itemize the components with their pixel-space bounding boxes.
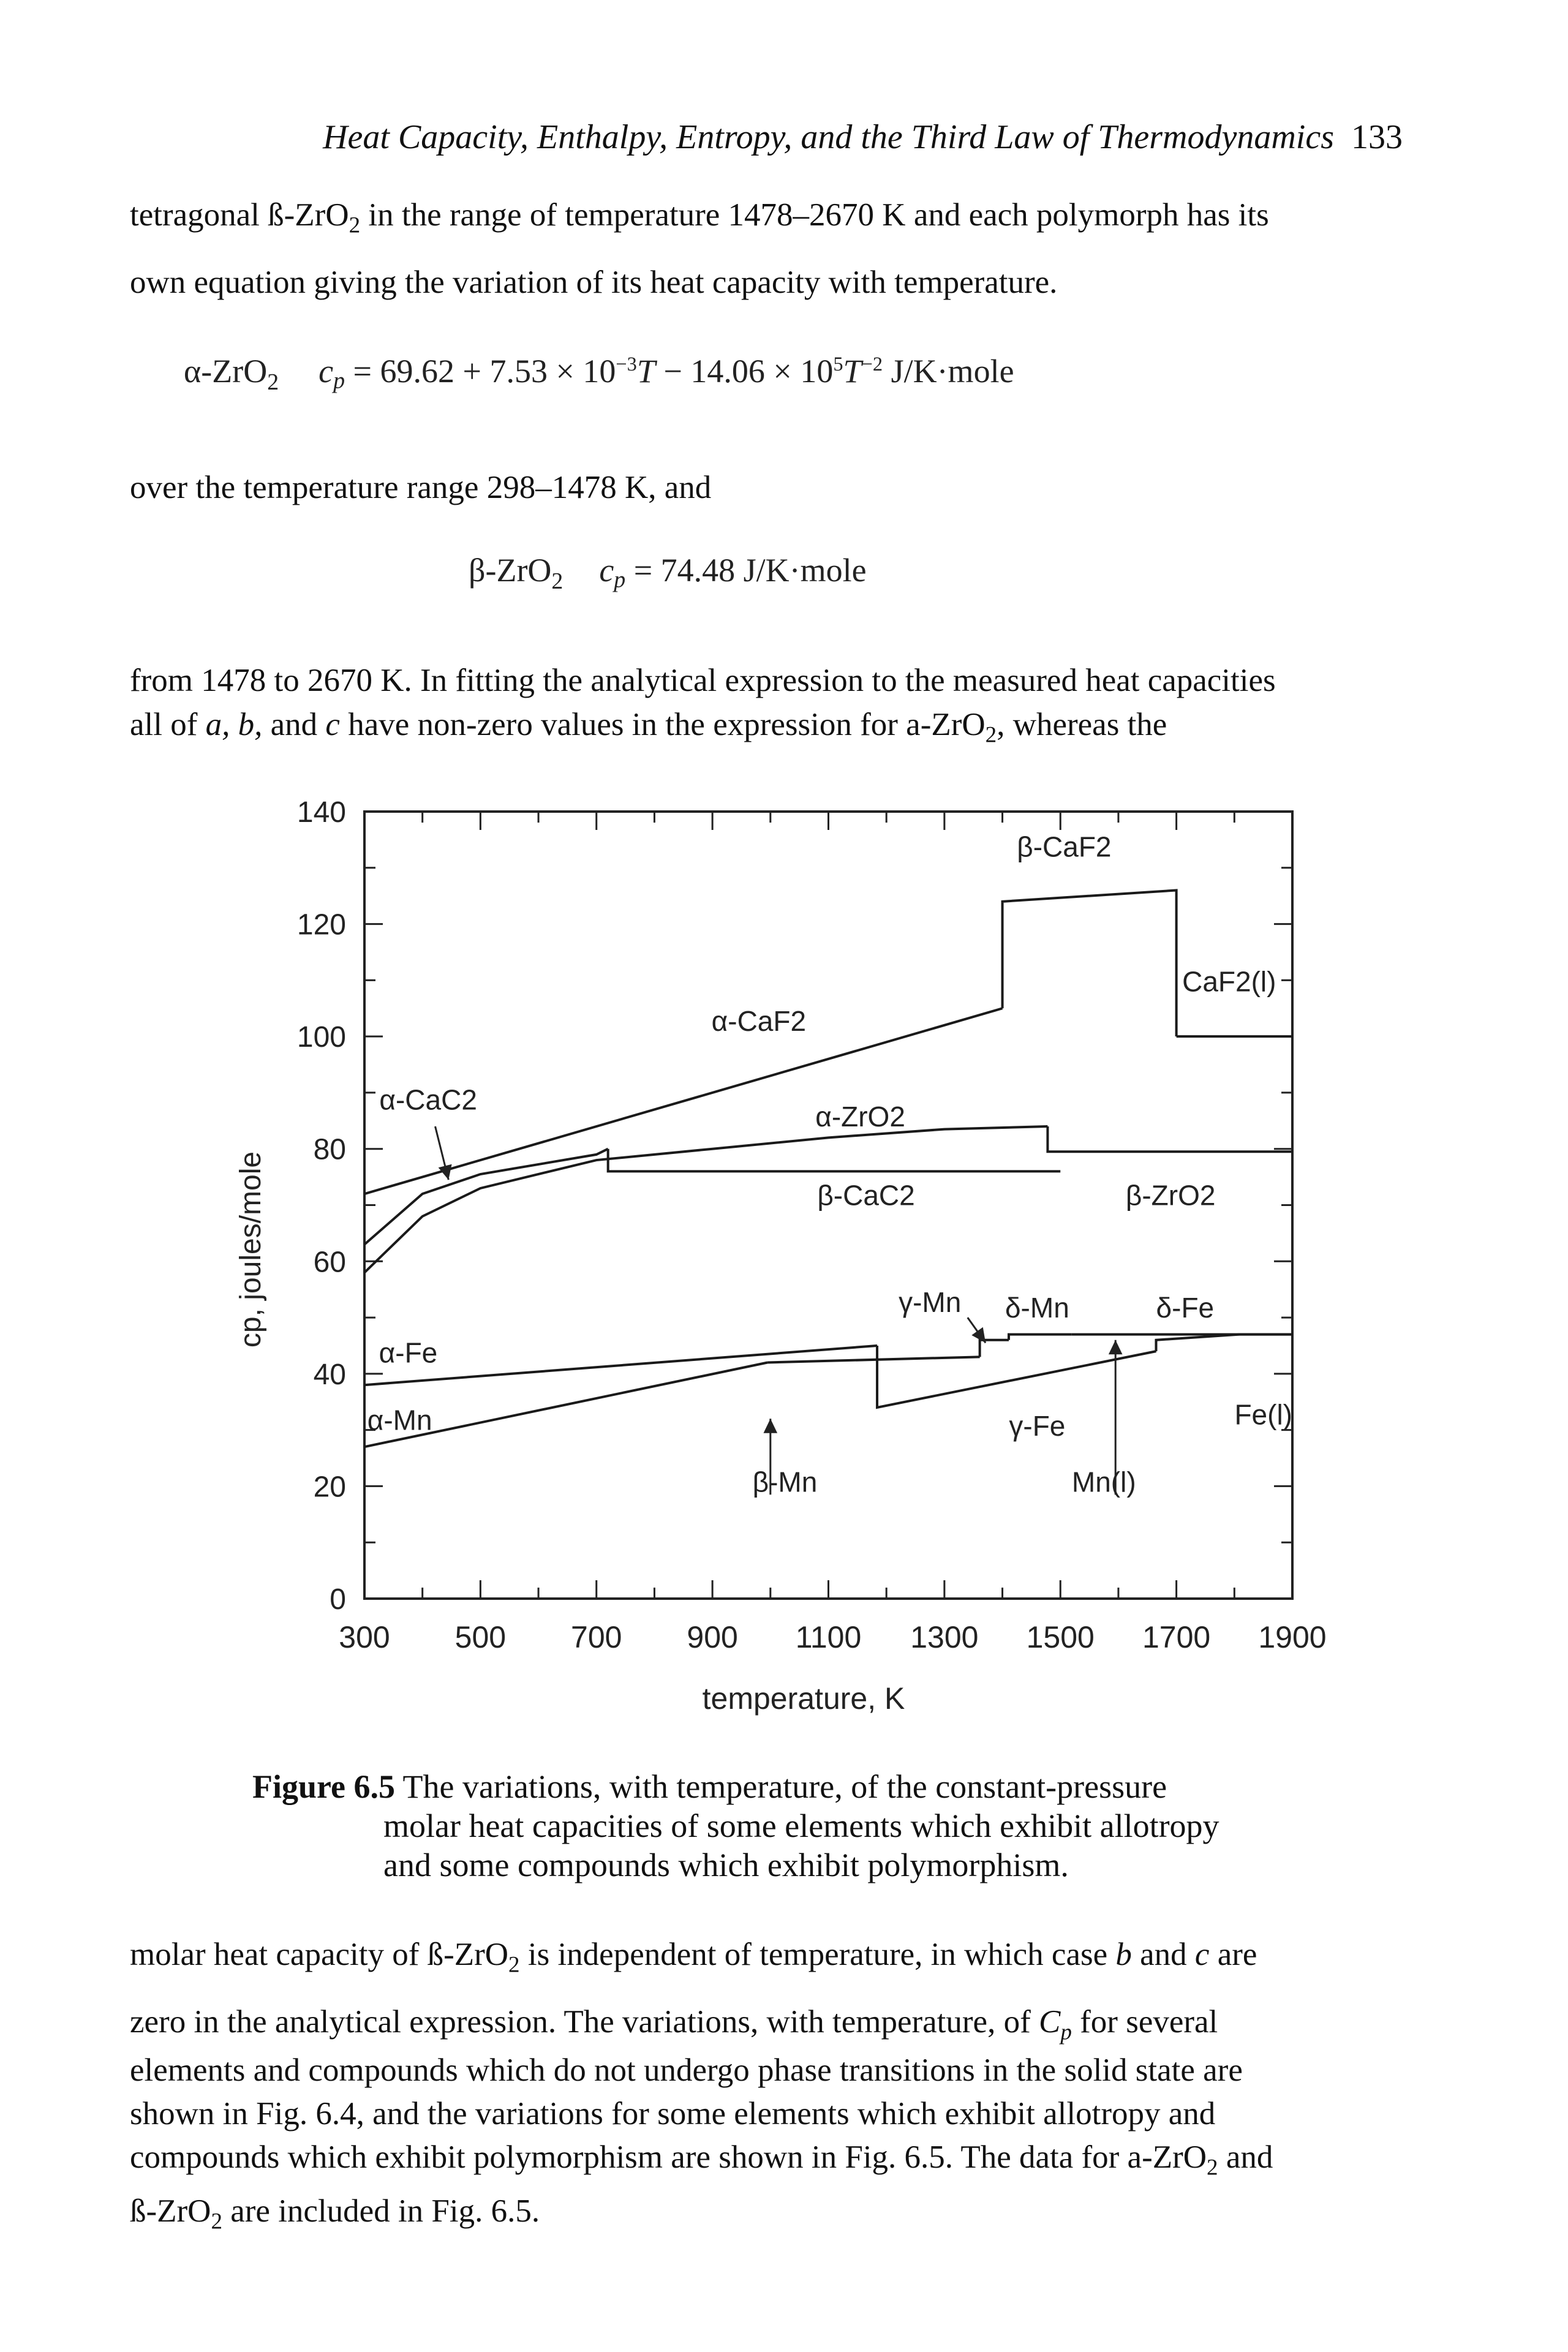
x-axis-title: temperature, K (702, 1681, 905, 1716)
y-axis-title: cp, joules/mole (235, 1151, 267, 1348)
annotation-label: α-Fe (379, 1336, 438, 1369)
paragraph-1-line-1: tetragonal ß-ZrO$_2$ in the range of temperature 1478–2670 K and each polymorph has its (130, 197, 1269, 238)
series-line-δ-Fe (1156, 1335, 1239, 1352)
paragraph-4-line-4: shown in Fig. 6.4, and the variations for some elements which exhibit allotropy and (130, 2096, 1216, 2132)
equation-beta-zro2: β-ZrO$_2$ $c_p = 74.48$ J/K·mole (469, 552, 867, 594)
paragraph-1-line-2: own equation giving the variation of its heat capacity with temperature. (130, 264, 1058, 300)
x-tick-label: 1700 (1142, 1620, 1211, 1654)
series-line-α-Fe (364, 1346, 877, 1385)
annotation-label: β-CaF2 (1017, 831, 1112, 863)
page-number: 133 (1351, 118, 1403, 156)
annotation-arrow-head (1109, 1340, 1123, 1354)
x-tick-label: 1100 (795, 1620, 862, 1654)
x-tick-label: 1900 (1258, 1620, 1327, 1654)
paragraph-3 (130, 658, 1434, 758)
paragraph-4-line-2: zero in the analytical expression. The variations, with temperature, of $C_p$ for several (130, 2003, 1218, 2045)
annotation-label: β-CaC2 (817, 1179, 915, 1212)
annotation-label: CaF2(l) (1182, 965, 1276, 998)
annotation-label: Fe(l) (1234, 1398, 1292, 1431)
annotation-label: β-ZrO2 (1125, 1179, 1216, 1212)
paragraph-3-line-1: from 1478 to 2670 K. In fitting the analytical expression to the measured heat capacities (130, 663, 1276, 698)
y-tick-label: 40 (313, 1358, 346, 1391)
annotation-label: α-CaC2 (379, 1084, 477, 1116)
series-line-β-CaF2 (1003, 891, 1177, 1037)
caption-line-2: molar heat capacities of some elements which exhibit allotropy (383, 1807, 1219, 1844)
annotation-label: α-ZrO2 (815, 1101, 905, 1133)
paragraph-4-line-3: elements and compounds which do not undergo phase transitions in the solid state are (130, 2052, 1243, 2088)
series-line-α-ZrO2 (364, 1126, 1047, 1273)
paragraph-2: over the temperature range 298–1478 K, and (130, 470, 712, 505)
y-tick-label: 100 (296, 1021, 346, 1054)
paragraph-4-top (130, 1926, 1434, 2060)
series-line-β-Mn (767, 1357, 980, 1362)
caption-line-3: and some compounds which exhibit polymorphism. (383, 1847, 1069, 1883)
series-line-γ-Fe (877, 1346, 1156, 1408)
series-line-δ-Mn (1009, 1335, 1071, 1340)
y-tick-label: 60 (313, 1246, 346, 1279)
series-line-β-ZrO2 (1047, 1126, 1292, 1152)
x-tick-label: 500 (454, 1620, 507, 1654)
y-tick-label: 140 (296, 796, 346, 829)
annotation-labels (368, 831, 1292, 1498)
paragraph-3-line-2: all of a, b, and c have non-zero values in the expression for a-ZrO$_2$, whereas the (130, 707, 1167, 748)
y-tick-label: 80 (313, 1133, 346, 1166)
series-line-γ-Mn (980, 1340, 1009, 1357)
x-tick-label: 1300 (910, 1620, 979, 1654)
annotation-arrow-head (764, 1419, 778, 1433)
paragraph-4-line-1: molar heat capacity of ß-ZrO$_2$ is independent of temperature, in which case b and c are (130, 1937, 1257, 1978)
paragraph-1 (130, 187, 1434, 311)
tick-labels (297, 796, 1327, 1654)
x-tick-label: 1500 (1026, 1620, 1095, 1654)
y-tick-label: 120 (296, 908, 346, 941)
figure-caption (252, 1767, 1343, 1885)
paragraph-4-line-5: compounds which exhibit polymorphism are shown in Fig. 6.5. The data for a-ZrO$_2$ and (130, 2139, 1273, 2180)
caption-line-1: Figure 6.5 The variations, with temperature, of the constant-pressure (252, 1768, 1167, 1805)
x-tick-label: 900 (687, 1620, 738, 1654)
annotation-label: γ-Mn (899, 1286, 962, 1318)
heat-capacity-chart (233, 796, 1348, 1727)
annotation-label: α-CaF2 (711, 1005, 807, 1037)
running-title: Heat Capacity, Enthalpy, Entropy, and the Third Law of Thermodynamics (323, 118, 1334, 156)
running-header (276, 118, 1403, 157)
x-tick-label: 700 (571, 1620, 622, 1654)
annotation-label: δ-Mn (1005, 1292, 1069, 1324)
paragraph-4-bottom (130, 2049, 1434, 2243)
equation-alpha-zro2: α-ZrO$_2$ $c_p = 69.62 + 7.53 \times 10^{-3}T - 14.06 \times 10^5T^{-2}$ J/K·mole (184, 353, 1014, 395)
annotation-label: α-Mn (367, 1404, 432, 1436)
series-line-α-CaC2 (364, 1149, 608, 1245)
figure-6-5-chart (233, 796, 1348, 1727)
annotation-label: δ-Fe (1156, 1292, 1215, 1324)
x-tick-label: 300 (339, 1620, 390, 1654)
annotation-label: Mn(l) (1071, 1466, 1136, 1498)
annotation-label: β-Mn (752, 1466, 818, 1498)
series-lines (364, 891, 1292, 1447)
paragraph-4-line-6: ß-ZrO$_2$ are included in Fig. 6.5. (130, 2193, 540, 2234)
y-tick-label: 0 (330, 1583, 346, 1616)
y-tick-label: 20 (313, 1471, 346, 1504)
annotation-label: γ-Fe (1009, 1409, 1066, 1442)
